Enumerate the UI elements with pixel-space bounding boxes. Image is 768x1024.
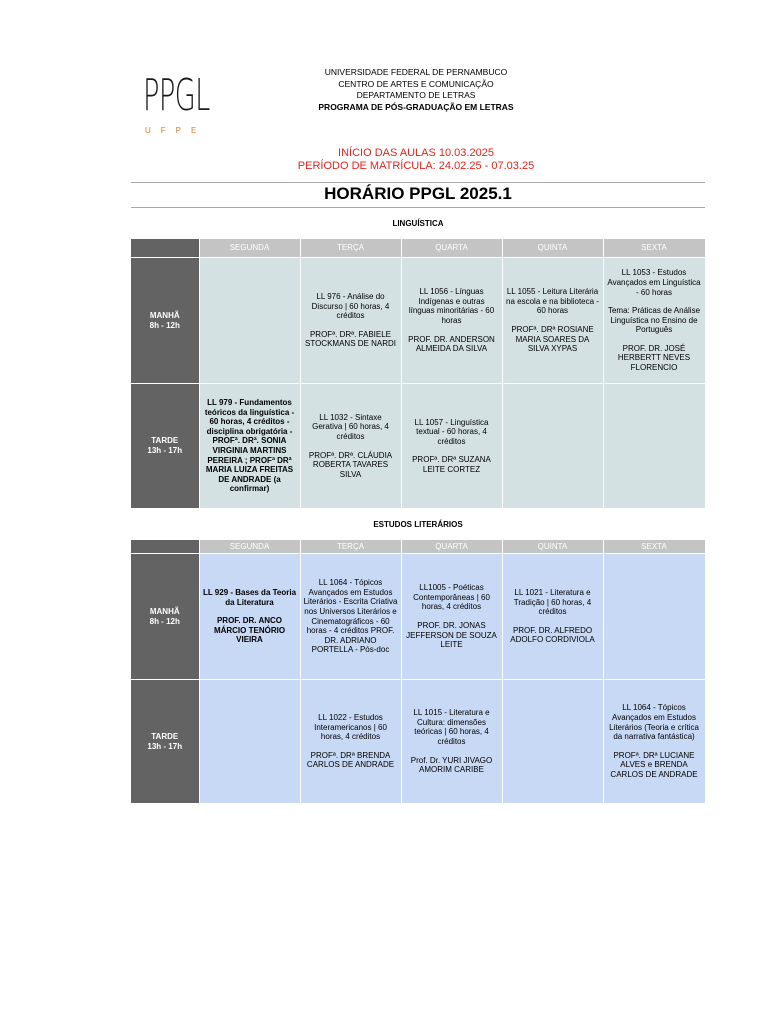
- course-cell: [199, 680, 300, 804]
- period-time: 8h - 12h: [149, 616, 180, 626]
- department-name: DEPARTAMENTO DE LETRAS: [356, 90, 476, 100]
- day-header: TERÇA: [300, 540, 401, 554]
- course-professor: Prof. Dr. YURI JIVAGO AMORIM CARIBE: [410, 755, 493, 775]
- course-cell: [199, 384, 300, 509]
- period-name: MANHÃ: [149, 606, 180, 616]
- period-label: [131, 554, 199, 680]
- course-cell: [502, 554, 603, 680]
- course-cell: [603, 680, 705, 804]
- course-cell: [300, 258, 401, 384]
- course-professor: PROF. DR. ANDERSON ALMEIDA DA SILVA: [408, 334, 495, 354]
- schedule-table-linguistica: [131, 239, 706, 509]
- schedule-table-estudos-literarios: [131, 540, 706, 804]
- course-cell: [300, 680, 401, 804]
- course-professor: PROF. DR. ANCO MÁRCIO TENÓRIO VIEIRA: [213, 616, 286, 645]
- day-header: SEGUNDA: [199, 239, 300, 258]
- course-cell: [300, 384, 401, 509]
- course-title: LL 1022 - Estudos Interamericanos | 60 horas, 4 créditos: [314, 713, 387, 742]
- section-title-linguistica: LINGUÍSTICA: [392, 219, 444, 228]
- course-title: LL 1055 - Leitura Literária na escola e na biblioteca - 60 horas: [506, 287, 599, 316]
- table-row: [131, 680, 705, 804]
- course-professor: PROFª. DRª LUCIANE ALVES e BRENDA CARLOS DE ANDRADE: [610, 750, 698, 779]
- course-title: LL 1021 - Literatura e Tradição | 60 horas, 4 créditos: [513, 588, 592, 617]
- course-professor: PROFª. DRª SUZANA LEITE CORTEZ: [412, 455, 491, 474]
- title-divider-top: [131, 182, 705, 183]
- day-header: TERÇA: [300, 239, 401, 258]
- course-title: LL 979 - Fundamentos teóricos da linguística - 60 horas, 4 créditos - disciplina obrigatória - PROFª. DRª. SONIA VIRGINIA MARTINS PEREIRA ; PROFª DRª MARIA LUIZA FREITAS DE ANDRADE (a confirmar): [204, 398, 295, 494]
- course-cell: [401, 384, 502, 509]
- title-divider-bottom: [131, 207, 705, 208]
- course-cell: [401, 554, 502, 680]
- period-name: TARDE: [151, 436, 179, 446]
- course-professor: PROF. DR. ALFREDO ADOLFO CORDIVIOLA: [510, 625, 595, 645]
- course-cell: [603, 384, 705, 509]
- course-title: LL 1064 - Tópicos Avançados em Estudos Literários - Escrita Criativa nos Universos Literários e Cinematográficos - 60 horas - 4 créditos PROF. DR. ADRIANO PORTELLA - Pós-doc: [303, 578, 398, 655]
- table-header-row: [131, 540, 705, 554]
- course-cell: [199, 554, 300, 680]
- course-cell: [199, 258, 300, 384]
- course-professor: PROFª. DRª BRENDA CARLOS DE ANDRADE: [306, 750, 395, 770]
- header-corner: [131, 239, 199, 258]
- dates-notice: [230, 147, 602, 173]
- course-cell: [401, 680, 502, 804]
- course-professor: PROFª. DRª ROSIANE MARIA SOARES DA SILVA XYPAS: [511, 325, 594, 354]
- table-row: [131, 258, 705, 384]
- course-cell: [603, 554, 705, 680]
- table-row: [131, 384, 705, 509]
- period-name: TARDE: [151, 731, 179, 741]
- period-time: 13h - 17h: [147, 446, 183, 455]
- course-topic: Tema: Práticas de Análise Linguística no Ensino de Português: [607, 306, 701, 335]
- center-name: CENTRO DE ARTES E COMUNICAÇÃO: [338, 78, 494, 89]
- course-cell: [603, 258, 705, 384]
- period-label: [131, 258, 199, 384]
- course-title: LL 1057 - Linguística textual - 60 horas, 4 créditos: [414, 417, 489, 446]
- course-professor: PROF. DR. JOSÉ HERBERTT NEVES FLORENCIO: [617, 343, 691, 373]
- course-cell: [502, 258, 603, 384]
- day-header: SEXTA: [603, 239, 705, 258]
- course-title: LL1005 - Poéticas Contemporâneas | 60 horas, 4 créditos: [413, 583, 490, 612]
- classes-start-notice: INÍCIO DAS AULAS 10.03.2025: [338, 147, 494, 159]
- course-cell: [300, 554, 401, 680]
- day-header: QUARTA: [401, 239, 502, 258]
- logo-wordmark: PPGL: [143, 70, 210, 121]
- day-header: SEXTA: [603, 540, 705, 554]
- course-title: LL 976 - Análise do Discurso | 60 horas, 4 créditos: [311, 292, 390, 321]
- table-header-row: [131, 239, 705, 258]
- period-name: MANHÃ: [149, 310, 180, 320]
- course-cell: [502, 680, 603, 804]
- course-title: LL 1032 - Sintaxe Gerativa | 60 horas, 4 créditos: [312, 412, 389, 441]
- program-name: PROGRAMA DE PÓS-GRADUAÇÃO EM LETRAS: [318, 101, 514, 112]
- day-header: QUARTA: [401, 540, 502, 554]
- header-corner: [131, 540, 199, 554]
- course-title: LL 929 - Bases da Teoria da Literatura: [202, 588, 297, 607]
- course-professor: PROFª. DRª. FABIELE STOCKMANS DE NARDI: [305, 329, 396, 349]
- period-time: 8h - 12h: [149, 320, 180, 330]
- day-header: SEGUNDA: [199, 540, 300, 554]
- period-label: [131, 384, 199, 509]
- course-cell: [502, 384, 603, 509]
- day-header: QUINTA: [502, 540, 603, 554]
- section-title-estudos-literarios: ESTUDOS LITERÁRIOS: [373, 520, 463, 529]
- period-label: [131, 680, 199, 804]
- course-title: LL 1015 - Literatura e Cultura: dimensões teóricas | 60 horas, 4 créditos: [413, 708, 490, 746]
- course-title: LL 1056 - Línguas Indígenas e outras línguas minoritárias - 60 horas: [408, 287, 495, 325]
- institution-header: [230, 67, 602, 113]
- period-time: 13h - 17h: [147, 741, 183, 751]
- course-title: LL 1064 - Tópicos Avançados em Estudos Literários (Teoria e crítica da narrativa fantástica): [609, 703, 699, 742]
- course-professor: PROF. DR. JONAS JEFFERSON DE SOUZA LEITE: [406, 621, 497, 650]
- course-title: LL 1053 - Estudos Avançados em Linguística - 60 horas: [607, 268, 701, 297]
- table-row: [131, 554, 705, 680]
- course-cell: [401, 258, 502, 384]
- course-professor: PROFª. DRª. CLÁUDIA ROBERTA TAVARES SILVA: [308, 450, 393, 479]
- page-title: HORÁRIO PPGL 2025.1: [324, 184, 512, 203]
- enrollment-period-notice: PERÍODO DE MATRÍCULA: 24.02.25 - 07.03.25: [297, 160, 535, 172]
- day-header: QUINTA: [502, 239, 603, 258]
- university-name: UNIVERSIDADE FEDERAL DE PERNAMBUCO: [324, 67, 508, 77]
- logo-subtitle: UFPE: [145, 126, 207, 135]
